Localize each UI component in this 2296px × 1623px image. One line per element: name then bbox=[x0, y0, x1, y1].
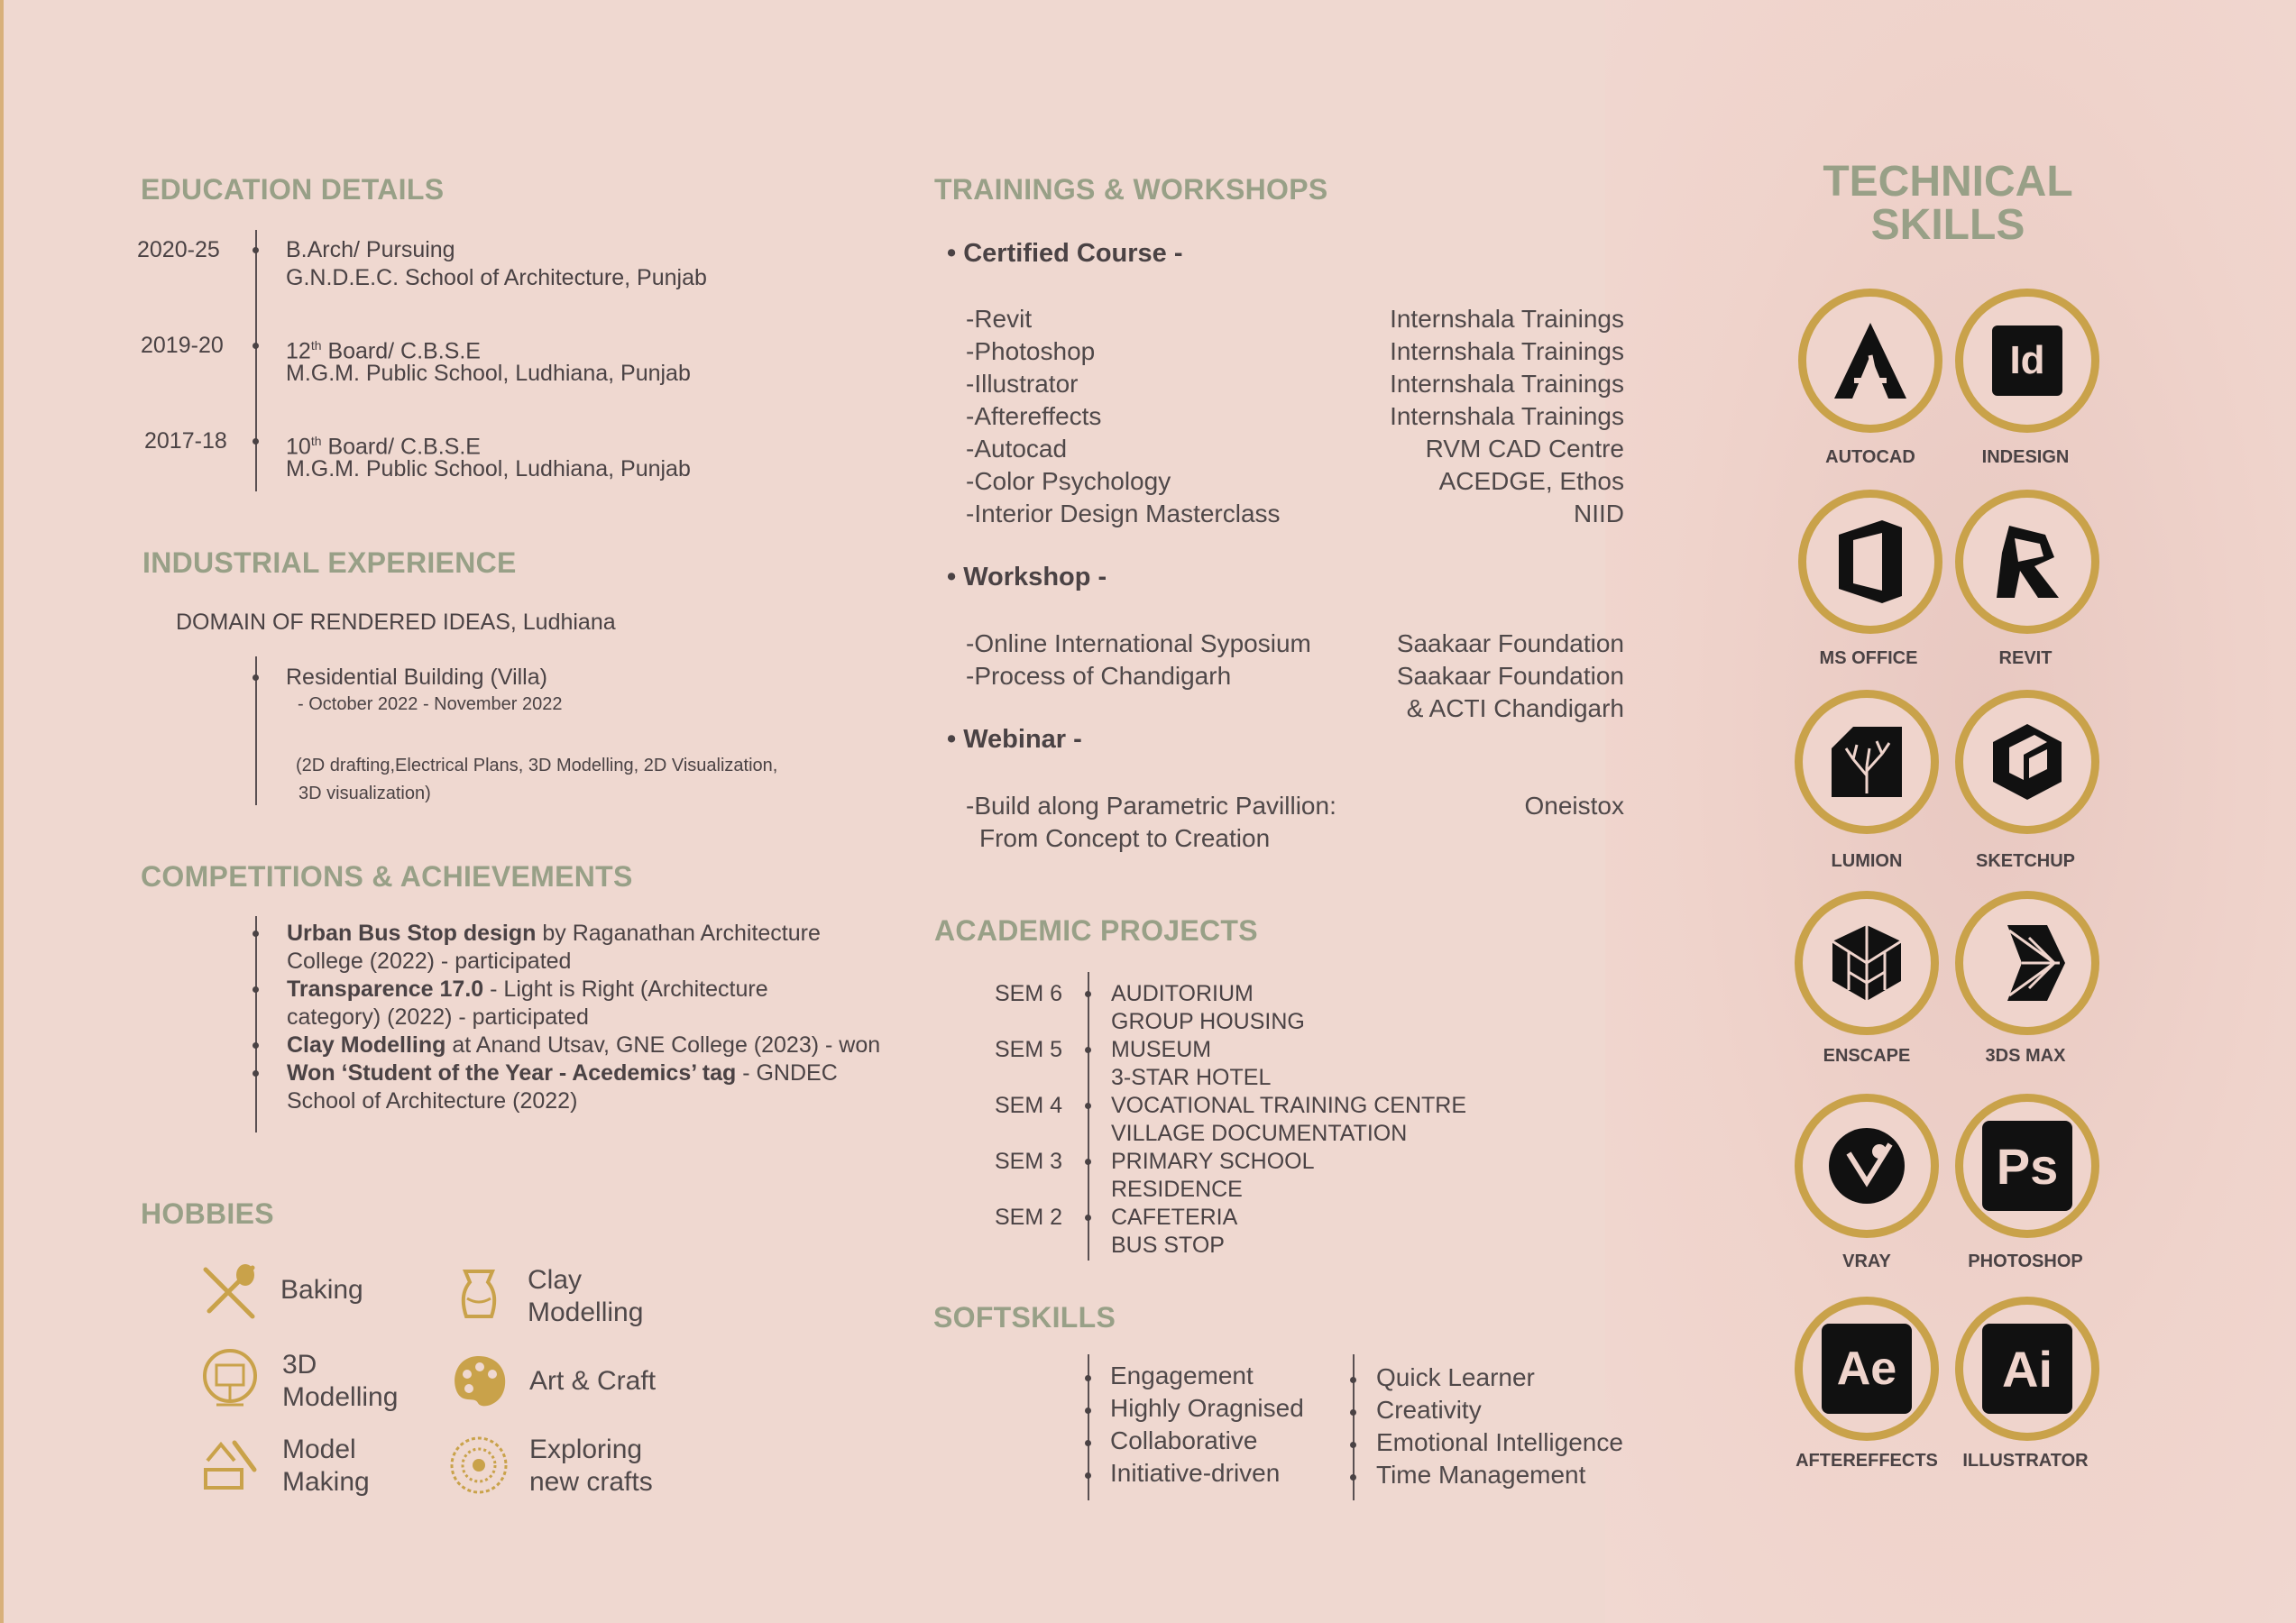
course-row: -Illustrator Internshala Trainings bbox=[966, 370, 1624, 398]
skill-label: LUMION bbox=[1831, 851, 1903, 871]
skill-label: REVIT bbox=[1998, 648, 2053, 668]
baking-icon bbox=[198, 1261, 262, 1324]
workshop-row: -Process of Chandigarh Saakaar Foundation bbox=[966, 662, 1624, 690]
illustrator-icon: Ai bbox=[1982, 1324, 2072, 1414]
sem-label: SEM 5 bbox=[995, 1037, 1063, 1062]
hobby-label: Exploring bbox=[529, 1435, 643, 1464]
course-row: -Photoshop Internshala Trainings bbox=[966, 337, 1624, 365]
workshop-row: -Online International Syposium Saakaar Foundation bbox=[966, 629, 1624, 657]
softskill-item: Creativity bbox=[1376, 1396, 1482, 1424]
education-timeline bbox=[255, 230, 257, 491]
sketchup-skill bbox=[1955, 690, 2099, 834]
timeline-dot bbox=[1350, 1377, 1356, 1383]
project-item: BUS STOP bbox=[1111, 1233, 1225, 1258]
education-year: 2017-18 bbox=[144, 428, 227, 454]
hobby-label: Model bbox=[282, 1435, 356, 1464]
course-row: -Autocad RVM CAD Centre bbox=[966, 435, 1624, 463]
sem-label: SEM 6 bbox=[995, 981, 1063, 1006]
timeline-dot bbox=[1085, 1375, 1091, 1381]
project-item: RESIDENCE bbox=[1111, 1177, 1243, 1202]
project-item: PRIMARY SCHOOL bbox=[1111, 1149, 1315, 1174]
course-row: -Color Psychology ACEDGE, Ethos bbox=[966, 467, 1624, 495]
education-school: G.N.D.E.C. School of Architecture, Punjab bbox=[286, 265, 707, 290]
left-edge-strip bbox=[0, 0, 4, 1623]
education-school: M.G.M. Public School, Ludhiana, Punjab bbox=[286, 456, 691, 481]
workshop-row: & ACTI Chandigarh bbox=[1406, 694, 1624, 722]
skill-label: 3DS MAX bbox=[1985, 1046, 2066, 1066]
indesign-icon: Id bbox=[1992, 326, 2062, 396]
revit-skill bbox=[1955, 490, 2099, 634]
education-degree: 10th Board/ C.B.S.E bbox=[286, 434, 481, 460]
clay-modelling-icon bbox=[447, 1262, 510, 1325]
achievement-item: Urban Bus Stop design by Raganathan Architecture bbox=[287, 921, 821, 946]
industrial-heading: INDUSTRIAL EXPERIENCE bbox=[142, 546, 517, 579]
3ds-max-skill bbox=[1955, 891, 2099, 1035]
project-item: GROUP HOUSING bbox=[1111, 1009, 1305, 1034]
hobbies-heading: HOBBIES bbox=[141, 1197, 274, 1230]
timeline-dot bbox=[1085, 1408, 1091, 1414]
education-heading: EDUCATION DETAILS bbox=[141, 173, 445, 206]
skill-label: SKETCHUP bbox=[1975, 851, 2075, 871]
vray-icon bbox=[1822, 1121, 1912, 1211]
skill-label: ILLUSTRATOR bbox=[1962, 1451, 2089, 1471]
achievement-item: Won ‘Student of the Year - Acedemics’ tag - GNDEC bbox=[287, 1060, 838, 1086]
timeline-dot bbox=[1350, 1442, 1356, 1448]
sketchup-icon bbox=[1982, 717, 2072, 807]
softskill-item: Collaborative bbox=[1110, 1426, 1258, 1454]
softskill-item: Time Management bbox=[1376, 1461, 1586, 1489]
technical-skills-heading: TECHNICAL SKILLS bbox=[1823, 158, 2073, 249]
hobby-label: Making bbox=[282, 1467, 370, 1497]
timeline-dot bbox=[253, 343, 259, 349]
hobby-label: Modelling bbox=[282, 1382, 399, 1412]
hobby-label: Clay bbox=[528, 1265, 583, 1295]
competitions-heading: COMPETITIONS & ACHIEVEMENTS bbox=[141, 860, 633, 893]
timeline-dot bbox=[253, 1042, 259, 1049]
timeline-dot bbox=[1085, 1159, 1091, 1165]
timeline-dot bbox=[1350, 1474, 1356, 1481]
photoshop-icon: Ps bbox=[1982, 1121, 2072, 1211]
timeline-dot bbox=[1085, 1047, 1091, 1053]
exploring-crafts-icon bbox=[447, 1434, 510, 1497]
timeline-dot bbox=[1350, 1409, 1356, 1416]
softskill-item: Emotional Intelligence bbox=[1376, 1428, 1623, 1456]
model-making-icon bbox=[198, 1434, 262, 1497]
project-name: Residential Building (Villa) bbox=[286, 665, 547, 690]
softskill-item: Initiative-driven bbox=[1110, 1459, 1281, 1487]
skill-label: PHOTOSHOP bbox=[1968, 1252, 2083, 1271]
webinar-list bbox=[966, 790, 1624, 855]
timeline-dot bbox=[253, 674, 259, 681]
certified-course-list bbox=[966, 303, 1624, 530]
skill-label: ENSCAPE bbox=[1823, 1046, 1911, 1066]
hobby-label: Art & Craft bbox=[529, 1366, 657, 1396]
course-row: -Revit Internshala Trainings bbox=[966, 305, 1624, 333]
project-item: AUDITORIUM bbox=[1111, 981, 1254, 1006]
indesign-skill bbox=[1955, 289, 2099, 433]
project-item: VILLAGE DOCUMENTATION bbox=[1111, 1121, 1408, 1146]
timeline-dot bbox=[1085, 1472, 1091, 1479]
project-dates: - October 2022 - November 2022 bbox=[298, 694, 563, 714]
softskills-heading: SOFTSKILLS bbox=[933, 1301, 1116, 1334]
timeline-dot bbox=[1085, 1440, 1091, 1446]
vray-skill bbox=[1795, 1094, 1939, 1238]
lumion-icon bbox=[1826, 721, 1907, 802]
enscape-skill bbox=[1795, 891, 1939, 1035]
education-year: 2019-20 bbox=[141, 333, 224, 358]
course-row: -Interior Design Masterclass NIID bbox=[966, 500, 1624, 527]
course-row: -Aftereffects Internshala Trainings bbox=[966, 402, 1624, 430]
hobby-label: Modelling bbox=[528, 1297, 644, 1327]
hobby-label: Baking bbox=[280, 1275, 363, 1305]
achievement-item-cont: category) (2022) - participated bbox=[287, 1004, 589, 1030]
achievement-item: Clay Modelling at Anand Utsav, GNE College (2023) - won bbox=[287, 1032, 881, 1058]
ms-office-icon bbox=[1830, 517, 1911, 607]
softskill-item: Quick Learner bbox=[1376, 1363, 1535, 1391]
sem-label: SEM 4 bbox=[995, 1093, 1063, 1118]
skill-label: MS OFFICE bbox=[1819, 648, 1918, 668]
photoshop-skill bbox=[1955, 1094, 2099, 1238]
softskill-item: Highly Oragnised bbox=[1110, 1394, 1304, 1422]
skill-label: AFTEREFFECTS bbox=[1795, 1451, 1938, 1471]
hobby-label: new crafts bbox=[529, 1467, 653, 1497]
revit-icon bbox=[1982, 517, 2072, 607]
timeline-dot bbox=[253, 438, 259, 445]
timeline-dot bbox=[253, 1070, 259, 1077]
workshop-title: • Workshop - bbox=[947, 563, 1107, 591]
webinar-row-cont: From Concept to Creation bbox=[979, 824, 1271, 852]
trainings-heading: TRAININGS & WORKSHOPS bbox=[934, 173, 1328, 206]
workshop-list bbox=[966, 628, 1624, 725]
autocad-skill bbox=[1798, 289, 1942, 433]
project-details: 3D visualization) bbox=[298, 784, 431, 803]
hobby-label: 3D bbox=[282, 1350, 317, 1380]
achievement-item-cont: College (2022) - participated bbox=[287, 949, 572, 974]
company-name: DOMAIN OF RENDERED IDEAS, Ludhiana bbox=[176, 610, 616, 635]
education-degree: B.Arch/ Pursuing bbox=[286, 237, 455, 262]
achievement-item-cont: School of Architecture (2022) bbox=[287, 1088, 578, 1114]
ms-office-skill bbox=[1798, 490, 1942, 634]
aftereffects-icon: Ae bbox=[1822, 1324, 1912, 1414]
project-details: (2D drafting,Electrical Plans, 3D Modelling, 2D Visualization, bbox=[296, 756, 778, 775]
sem-label: SEM 2 bbox=[995, 1205, 1063, 1230]
timeline-dot bbox=[253, 931, 259, 937]
3ds-max-icon bbox=[1982, 918, 2072, 1008]
project-item: 3-STAR HOTEL bbox=[1111, 1065, 1272, 1090]
skill-label: INDESIGN bbox=[1981, 447, 2070, 467]
competitions-timeline bbox=[255, 916, 257, 1132]
achievement-item: Transparence 17.0 - Light is Right (Architecture bbox=[287, 977, 768, 1002]
certified-course-title: • Certified Course - bbox=[947, 239, 1183, 268]
illustrator-skill bbox=[1955, 1297, 2099, 1441]
webinar-title: • Webinar - bbox=[947, 725, 1082, 754]
project-item: VOCATIONAL TRAINING CENTRE bbox=[1111, 1093, 1467, 1118]
timeline-dot bbox=[253, 247, 259, 253]
education-degree: 12th Board/ C.B.S.E bbox=[286, 338, 481, 364]
lumion-skill bbox=[1795, 690, 1939, 834]
timeline-dot bbox=[1085, 1103, 1091, 1109]
enscape-icon bbox=[1822, 918, 1912, 1008]
webinar-row: -Build along Parametric Pavillion: Oneistox bbox=[966, 792, 1624, 820]
timeline-dot bbox=[253, 986, 259, 993]
project-item: MUSEUM bbox=[1111, 1037, 1212, 1062]
project-item: CAFETERIA bbox=[1111, 1205, 1238, 1230]
autocad-icon bbox=[1825, 316, 1915, 406]
timeline-dot bbox=[1085, 991, 1091, 997]
academic-heading: ACADEMIC PROJECTS bbox=[934, 914, 1258, 947]
art-craft-icon bbox=[447, 1351, 510, 1414]
sem-label: SEM 3 bbox=[995, 1149, 1063, 1174]
aftereffects-skill bbox=[1795, 1297, 1939, 1441]
education-year: 2020-25 bbox=[137, 237, 220, 262]
softskill-item: Engagement bbox=[1110, 1362, 1254, 1389]
education-school: M.G.M. Public School, Ludhiana, Punjab bbox=[286, 361, 691, 386]
3d-modelling-icon bbox=[198, 1347, 262, 1410]
timeline-dot bbox=[1085, 1215, 1091, 1221]
skill-label: AUTOCAD bbox=[1825, 447, 1915, 467]
skill-label: VRAY bbox=[1842, 1252, 1891, 1271]
